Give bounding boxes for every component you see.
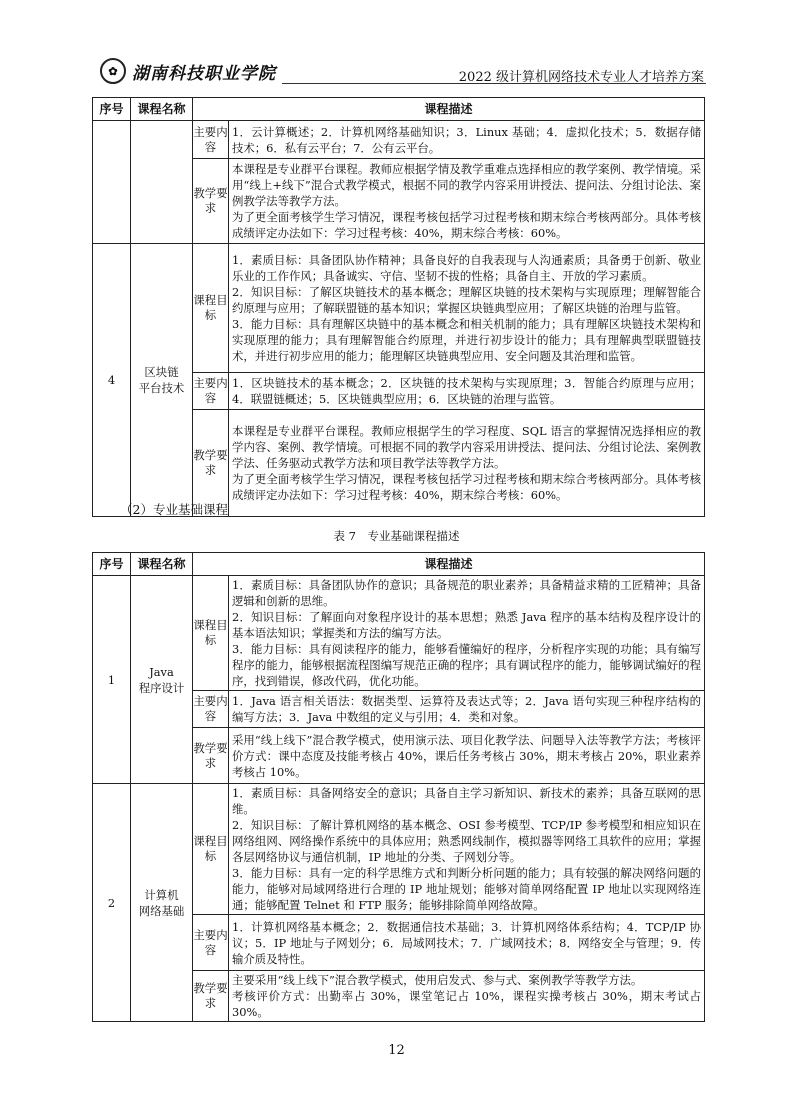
col-header-desc: 课程描述 xyxy=(193,553,705,576)
teaching-requirements: 主要采用“线上线下”混合教学模式，使用启发式、参与式、案例教学等教学方法。 考核评价方式：出勤率占 30%，课堂笔记占 10%，课程实操考核占 30%，期末考试占 30%。 xyxy=(229,971,705,1022)
sub-label-content: 主要内容 xyxy=(193,373,229,410)
course-name: 计算机 网络基础 xyxy=(131,784,193,1022)
table-caption: 表 7 专业基础课程描述 xyxy=(333,529,460,543)
table-header-row xyxy=(93,553,705,576)
table-header-row xyxy=(93,98,705,121)
course-number: 4 xyxy=(93,244,131,517)
course-content: 1．计算机网络基本概念；2．数据通信技术基础；3．计算机网络体系结构；4．TCP/IP 协议；5．IP 地址与子网划分；6．局域网技术；7．广域网技术；8．网络安全与管理；9．传输介质及特性。 xyxy=(229,915,705,971)
course-goals: 1．素质目标：具备网络安全的意识；具备自主学习新知识、新技术的素养；具备互联网的思维。 2．知识目标：了解计算机网络的基本概念、OSI 参考模型、TCP/IP 参考模型和相应知识在网络组网、网络操作系统中的具体应用；熟悉网线制作，模拟器等网络工具软件的应用；掌握各层网络协议与通信机制，IP 地址的分类、子网划分等。 3．能力目标：具有一定的科学思维方式和判断分析问题的能力；具有较强的解决网络问题的能力，能够对局域网络进行合理的 IP 地址规划；能够对简单网络配置 IP 地址以实现网络连通；能够配置 Telnet 和 FTP 服务；能够排除简单网络故障。 xyxy=(229,784,705,915)
sub-label-goal: 课程目标 xyxy=(193,784,229,915)
table-row xyxy=(93,244,705,373)
teaching-requirements: 本课程是专业群平台课程。教师应根据学情及教学重难点选择相应的教学案例、教学情境。采用“线上+线下”混合式教学模式，根据不同的教学内容采用讲授法、提问法、分组讨论法、案例教学法等教学方法。 为了更全面考核学生学习情况，课程考核包括学习过程考核和期末综合考核两部分。具体考核成绩评定办法如下：学习过程考核：40%，期末综合考核：60%。 xyxy=(229,159,705,244)
col-header-name: 课程名称 xyxy=(131,553,193,576)
page-number: 12 xyxy=(388,1043,405,1058)
sub-label-req: 教学要求 xyxy=(193,410,229,517)
table-row xyxy=(93,784,705,915)
col-header-name: 课程名称 xyxy=(131,98,193,121)
course-name: Java 程序设计 xyxy=(131,576,193,784)
teaching-requirements: 本课程是专业群平台课程。教师应根据学生的学习程度、SQL 语言的掌握情况选择相应的教学内容、案例、教学情境。可根据不同的教学内容采用讲授法、提问法、分组讨论法、案例教学法、任务驱动式教学方法和项目教学法等教学方法。 为了更全面考核学生学习情况，课程考核包括学习过程考核和期末综合考核两部分。具体考核成绩评定办法如下：学习过程考核：40%，期末综合考核：60%。 xyxy=(229,410,705,517)
sub-label-goal: 课程目标 xyxy=(193,576,229,691)
teaching-requirements: 采用“线上线下”混合教学模式，使用演示法、项目化教学法、问题导入法等教学方法；考核评价方式：课中态度及技能考核占 40%，课后任务考核占 30%，期末考核占 20%，职业素养考核占 10%。 xyxy=(229,728,705,784)
course-goals: 1．素质目标：具备团队协作精神；具备良好的自我表现与人沟通素质；具备勇于创新、敬业乐业的工作作风；具备诚实、守信、坚韧不拔的性格；具备自主、开放的学习素质。 2．知识目标：了解区块链技术的基本概念；理解区块链的技术架构与实现原理；理解智能合约原理与应用；了解联盟链的基本知识；掌握区块链典型应用；了解区块链的治理与监管。 3．能力目标：具有理解区块链中的基本概念和相关机制的能力；具有理解区块链技术架构和实现原理的能力；具有理解智能合约原理，并进行初步设计的能力；具有理解典型联盟链技术，并进行初步应用的能力；能理解区块链典型应用、安全问题及其治理和监管。 xyxy=(229,244,705,373)
cell-name xyxy=(131,121,193,244)
sub-label-req: 教学要求 xyxy=(193,159,229,244)
sub-label-content: 主要内容 xyxy=(193,121,229,159)
course-name: 区块链 平台技术 xyxy=(131,244,193,517)
school-emblem-icon: ✿ xyxy=(100,58,126,84)
course-table xyxy=(92,552,705,1022)
sub-label-req: 教学要求 xyxy=(193,971,229,1022)
table-row xyxy=(93,576,705,691)
course-number: 1 xyxy=(93,576,131,784)
sub-label-goal: 课程目标 xyxy=(193,244,229,373)
course-content: 1．Java 语言相关语法：数据类型、运算符及表达式等；2．Java 语句实现三种程序结构的编写方法；3．Java 中数组的定义与引用；4．类和对象。 xyxy=(229,691,705,728)
course-content: 1．云计算概述；2．计算机网络基础知识；3．Linux 基础；4．虚拟化技术；5．数据存储技术；6．私有云平台；7．公有云平台。 xyxy=(229,121,705,159)
course-table-continued xyxy=(92,97,705,517)
sub-label-content: 主要内容 xyxy=(193,915,229,971)
cell-no xyxy=(93,121,131,244)
section-heading: （2）专业基础课程 xyxy=(120,502,228,517)
page-header xyxy=(92,60,706,86)
header-rule xyxy=(282,83,706,84)
course-number: 2 xyxy=(93,784,131,1022)
col-header-no: 序号 xyxy=(93,553,131,576)
sub-label-req: 教学要求 xyxy=(193,728,229,784)
col-header-desc: 课程描述 xyxy=(193,98,705,121)
col-header-no: 序号 xyxy=(93,98,131,121)
school-logo-text: 湖南科技职业学院 xyxy=(132,63,276,84)
course-content: 1．区块链技术的基本概念；2．区块链的技术架构与实现原理；3．智能合约原理与应用；4．联盟链概述；5．区块链典型应用；6．区块链的治理与监管。 xyxy=(229,373,705,410)
sub-label-content: 主要内容 xyxy=(193,691,229,728)
document-title: 2022 级计算机网络技术专业人才培养方案 xyxy=(458,70,704,85)
course-goals: 1．素质目标：具备团队协作的意识；具备规范的职业素养；具备精益求精的工匠精神；具备逻辑和创新的思维。 2．知识目标：了解面向对象程序设计的基本思想；熟悉 Java 程序的基本结构及程序设计的基本语法知识；掌握类和方法的编写方法。 3．能力目标：具有阅读程序的能力，能够看懂编好的程序，分析程序实现的功能；具有编写程序的能力，能够根据流程图编写规范正确的程序；具有调试程序的能力，能够调试编好的程序，找到错误，修改代码，优化功能。 xyxy=(229,576,705,691)
table-row xyxy=(93,121,705,159)
school-logo xyxy=(100,58,276,84)
